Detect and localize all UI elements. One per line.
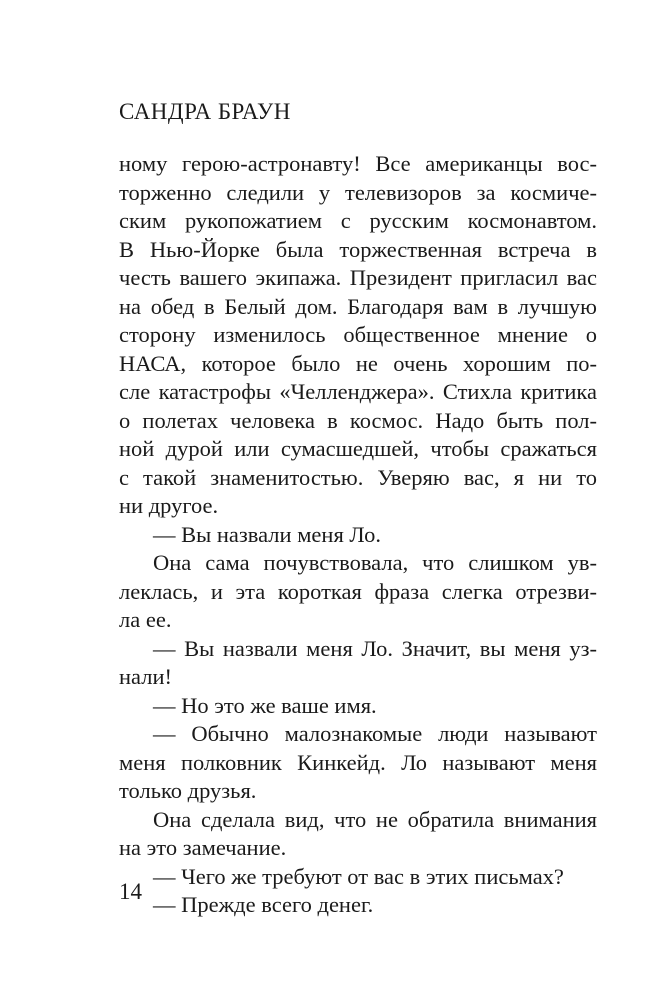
text-line: — Прежде всего денег.	[153, 892, 374, 917]
running-head: САНДРА БРАУН	[119, 99, 291, 124]
text-line: ному герою-астронавту! Все американцы вос-	[119, 151, 597, 176]
text-line: только друзья.	[119, 778, 257, 803]
text-line: нали!	[119, 664, 172, 689]
text-line: — Обычно малознакомые люди называют	[153, 721, 597, 746]
text-line: — Чего же требуют от вас в этих письмах?	[153, 863, 564, 889]
text-line: Она сделала вид, что не обратила внимания	[153, 806, 597, 832]
body-text	[119, 150, 597, 920]
text-line: честь вашего экипажа. Президент пригласил вас	[119, 265, 597, 290]
text-line: — Вы назвали меня Ло.	[153, 521, 382, 547]
text-line: ским рукопожатием с русским космонавтом.	[119, 208, 597, 233]
text-line: о полетах человека в космос. Надо быть пол-	[119, 407, 597, 433]
text-line: торженно следили у телевизоров за космиче-	[119, 179, 597, 205]
text-line: сторону изменилось общественное мнение о	[119, 322, 597, 347]
text-line: — Вы назвали меня Ло. Значит, вы меня уз-	[153, 635, 597, 661]
text-line: Она сама почувствовала, что слишком ув-	[153, 550, 597, 575]
text-line: леклась, и эта короткая фраза слегка отрезви-	[119, 578, 597, 604]
text-line: на обед в Белый дом. Благодаря вам в лучшую	[119, 293, 597, 319]
page-number: 14	[119, 879, 142, 904]
text-line: ни другое.	[119, 493, 219, 518]
text-line: ла ее.	[119, 607, 172, 632]
text-line: с такой знаменитостью. Уверяю вас, я ни то	[119, 464, 597, 490]
text-line: В Нью-Йорке была торжественная встреча в	[119, 236, 597, 262]
text-line: на это замечание.	[119, 835, 287, 860]
text-line: НАСА, которое было не очень хорошим по-	[119, 350, 597, 376]
text-line: ной дурой или сумасшедшей, чтобы сражаться	[119, 436, 597, 461]
text-line: сле катастрофы «Челленджера». Стихла критика	[119, 379, 597, 404]
text-line: меня полковник Кинкейд. Ло называют меня	[119, 749, 597, 775]
text-line: — Но это же ваше имя.	[153, 692, 377, 718]
